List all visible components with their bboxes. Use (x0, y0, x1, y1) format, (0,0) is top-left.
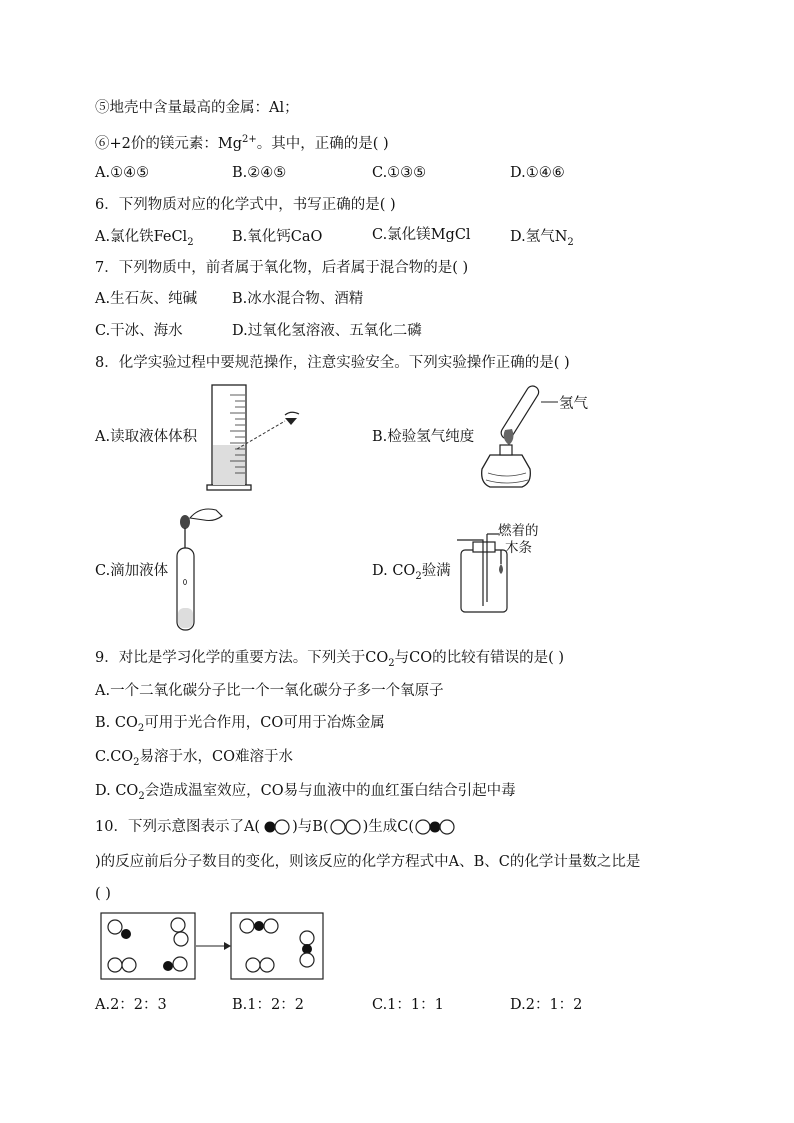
q9-option-a[interactable]: A.一个二氧化碳分子比一个一氧化碳分子多一个氧原子 (95, 683, 444, 699)
q10-option-a[interactable]: A.2：2：3 (95, 997, 167, 1013)
q6-a-sub: 2 (187, 236, 194, 248)
q6-option-d[interactable] (510, 227, 574, 253)
q8-option-b[interactable]: B.检验氢气纯度 (372, 429, 475, 445)
mg-charge: 2+ (242, 134, 257, 145)
q6-d-sub: 2 (567, 236, 574, 248)
q10-line-2: )的反应前后分子数目的变化，则该反应的化学方程式中A、B、C的化学计量数之比是 (95, 854, 641, 870)
q6-b-formula: CaO (290, 229, 323, 245)
q9-stem-sub: 2 (388, 657, 395, 669)
q7-option-a[interactable]: A.生石灰、纯碱 (95, 291, 198, 307)
q9-option-c[interactable] (95, 747, 293, 773)
q9-c-pre: C. (95, 749, 111, 765)
q8-d-suffix: 验满 (421, 563, 451, 579)
burning-label-1: 燃着的 (498, 523, 539, 539)
q5-option-a[interactable]: A.①④⑤ (95, 165, 150, 181)
q9-d-pre: D. (95, 783, 116, 799)
reaction-diagram (100, 912, 330, 982)
q9-b-sub: 2 (137, 722, 145, 734)
q7-option-b[interactable]: B.冰水混合物、酒精 (232, 291, 364, 307)
q10-line-3: ( ) (95, 886, 111, 902)
burning-label-2: 木条 (505, 540, 532, 556)
q5-option-d[interactable]: D.①④⑥ (510, 165, 565, 181)
q7-stem: 7．下列物质中，前者属于氧化物，后者属于混合物的是( ) (95, 260, 469, 276)
q9-option-d[interactable] (95, 781, 516, 807)
q6-option-b[interactable] (232, 227, 322, 247)
q8-option-d[interactable] (372, 561, 451, 587)
q6-option-c[interactable] (372, 225, 471, 245)
q9-stem-pre: 9．对比是学习化学的重要方法。下列关于 (95, 650, 366, 666)
q9-b-pre: B. (95, 715, 115, 731)
hydrogen-label: 氢气 (559, 396, 588, 412)
q6-option-a[interactable] (95, 227, 194, 253)
hydrogen-test-icon (478, 383, 618, 498)
q6-d-label: D.氢气 (510, 229, 555, 245)
q10-stem (95, 817, 456, 837)
q5-option-c[interactable]: C.①③⑤ (372, 165, 427, 181)
q9-c-formula: CO (110, 749, 134, 765)
graduated-cylinder-icon (205, 383, 315, 493)
dropper-icon (170, 500, 230, 640)
q9-b-formula: CO (114, 715, 138, 731)
line-5: ⑤地壳中含量最高的金属：Al； (95, 100, 299, 116)
q10-stem-1: 10．下列示意图表示了A( (95, 819, 261, 835)
q6-d-formula: N (554, 229, 568, 245)
q5-option-b[interactable]: B.②④⑤ (232, 165, 287, 181)
q10-option-d[interactable]: D.2：1：2 (510, 997, 583, 1013)
q6-a-label: A.氯化铁 (95, 229, 154, 245)
q7-option-d[interactable]: D.过氧化氢溶液、五氧化二磷 (232, 323, 422, 339)
q6-c-label: C.氯化镁 (372, 227, 431, 243)
q8-stem: 8．化学实验过程中要规范操作，注意实验安全。下列实验操作正确的是( ) (95, 355, 570, 371)
q9-c-post: 易溶于水，CO难溶于水 (139, 749, 294, 765)
q9-option-b[interactable] (95, 713, 385, 739)
q8-option-c[interactable]: C.滴加液体 (95, 563, 169, 579)
q9-d-post: 会造成温室效应，CO易与血液中的血红蛋白结合引起中毒 (144, 783, 516, 799)
q6-c-formula: MgCl (430, 227, 471, 243)
q10-option-c[interactable]: C.1：1：1 (372, 997, 444, 1013)
q7-option-c[interactable]: C.干冰、海水 (95, 323, 183, 339)
q10-option-b[interactable]: B.1：2：2 (232, 997, 304, 1013)
q8-d-formula: CO (392, 563, 416, 579)
q10-stem-2: )与B( (292, 819, 329, 835)
molecule-c-icon (414, 819, 456, 835)
q8-option-a[interactable]: A.读取液体体积 (95, 429, 198, 445)
line-6-text: ⑥+2价的镁元素： (95, 135, 218, 152)
q9-stem-mid: 与CO的比较有错误的是( ) (394, 650, 564, 666)
q9-stem (95, 648, 564, 674)
q8-d-sub: 2 (415, 570, 422, 582)
q6-b-label: B.氧化钙 (232, 229, 291, 245)
q9-c-sub: 2 (133, 756, 140, 768)
q9-b-post: 可用于光合作用，CO可用于冶炼金属 (144, 715, 385, 731)
q6-stem: 6．下列物质对应的化学式中，书写正确的是( ) (95, 197, 396, 213)
molecule-a-icon (260, 819, 292, 835)
q6-a-formula: FeCl (153, 229, 188, 245)
q8-d-prefix: D. (372, 563, 393, 579)
line-6 (95, 130, 389, 154)
q10-stem-3: )生成C( (362, 819, 414, 835)
mg-symbol: Mg (217, 135, 243, 152)
q9-d-formula: CO (115, 783, 139, 799)
line-6-tail: 。其中，正确的是( ) (256, 135, 389, 152)
q9-stem-formula: CO (365, 650, 389, 666)
molecule-b-icon (329, 819, 363, 835)
q9-d-sub: 2 (138, 790, 145, 802)
